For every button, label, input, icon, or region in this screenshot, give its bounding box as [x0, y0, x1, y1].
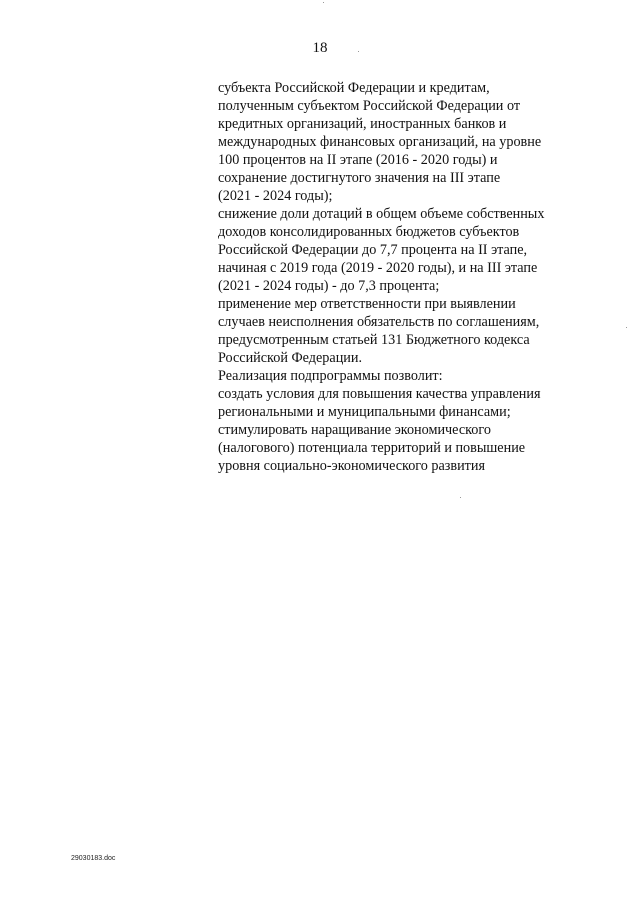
- text-line: Реализация подпрограммы позволит:: [218, 368, 443, 384]
- text-line: уровня социально-экономического развития: [218, 458, 486, 474]
- text-line: начиная с 2019 года (2019 - 2020 годы), и на III этапе: [218, 260, 538, 276]
- text-line: применение мер ответственности при выявлении: [218, 296, 516, 312]
- page-number: 18: [312, 40, 328, 56]
- text-line: Российской Федерации.: [218, 350, 363, 366]
- text-line: снижение доли дотаций в общем объеме собственных: [218, 206, 545, 222]
- body-text: [218, 79, 618, 475]
- text-line: случаев неисполнения обязательств по соглашениям,: [218, 314, 540, 330]
- text-line: (2021 - 2024 годы) - до 7,3 процента;: [218, 278, 440, 294]
- text-line: сохранение достигнутого значения на III этапе: [218, 170, 501, 186]
- text-line: международных финансовых организаций, на уровне: [218, 134, 542, 150]
- scan-speck: [358, 51, 359, 52]
- scan-speck: [626, 327, 627, 328]
- text-line: доходов консолидированных бюджетов субъектов: [218, 224, 520, 240]
- text-line: кредитных организаций, иностранных банков и: [218, 116, 507, 132]
- text-line: предусмотренным статьей 131 Бюджетного кодекса: [218, 332, 530, 348]
- text-line: (налогового) потенциала территорий и повышение: [218, 440, 526, 456]
- text-line: Российской Федерации до 7,7 процента на II этапе,: [218, 242, 528, 258]
- scan-speck: [323, 2, 324, 3]
- text-line: создать условия для повышения качества управления: [218, 386, 541, 402]
- text-line: 100 процентов на II этапе (2016 - 2020 годы) и: [218, 152, 498, 168]
- text-line: стимулировать наращивание экономического: [218, 422, 491, 438]
- text-line: полученным субъектом Российской Федерации от: [218, 98, 521, 114]
- scan-speck: [460, 497, 461, 498]
- document-code: 29030183.doc: [71, 855, 116, 862]
- text-line: региональными и муниципальными финансами;: [218, 404, 511, 420]
- text-line: субъекта Российской Федерации и кредитам,: [218, 80, 490, 96]
- text-line: (2021 - 2024 годы);: [218, 188, 333, 204]
